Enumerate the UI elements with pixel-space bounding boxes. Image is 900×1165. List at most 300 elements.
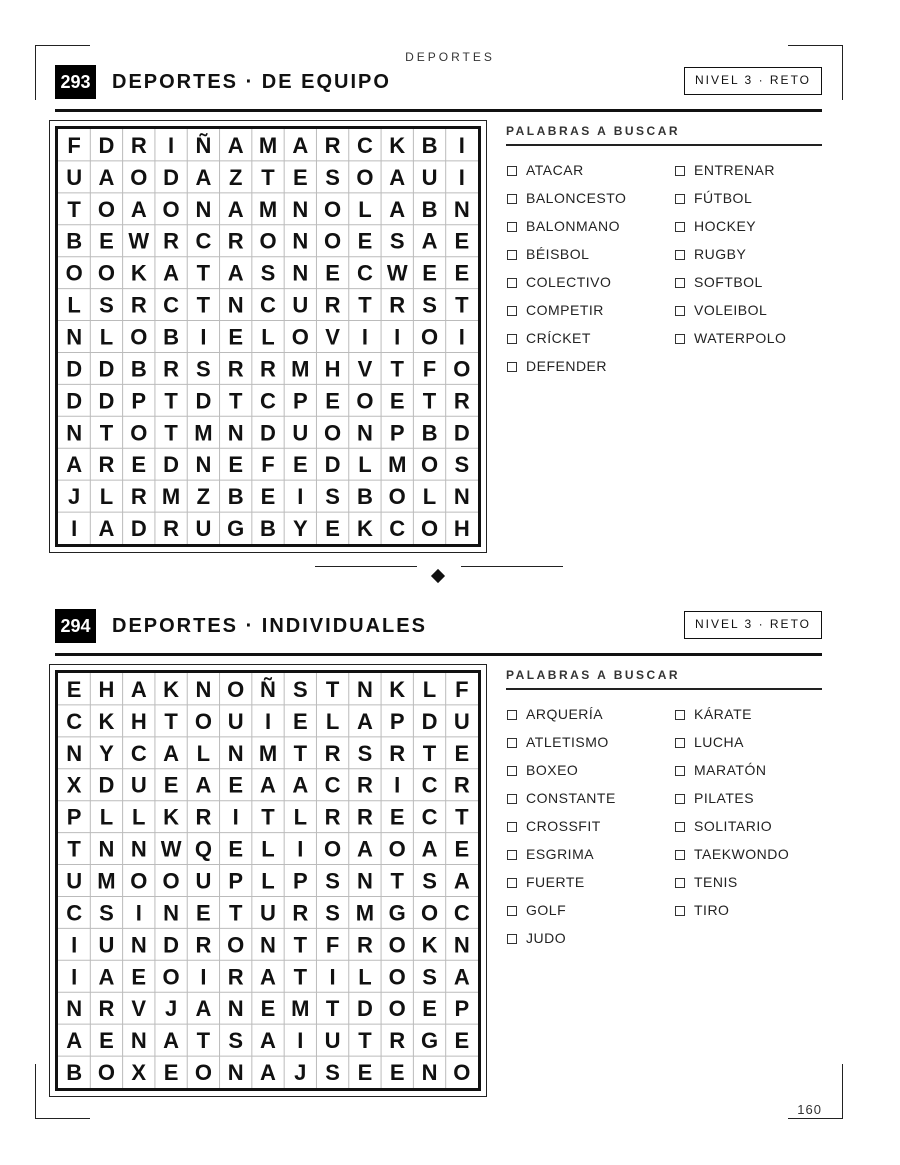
grid-letter: U [195, 516, 212, 542]
grid-letter: A [66, 1028, 83, 1054]
grid-letter: O [194, 1060, 212, 1086]
grid-letter: R [163, 228, 180, 254]
grid-letter: R [324, 132, 341, 158]
grid-letter: R [389, 292, 406, 318]
crop-mark [35, 1118, 90, 1119]
grid-letter: M [258, 132, 278, 158]
grid-letter: X [66, 772, 82, 798]
checkbox[interactable] [507, 710, 517, 720]
grid-frame [55, 670, 481, 1091]
puzzle-header [55, 609, 822, 643]
grid-letter: L [325, 708, 340, 734]
grid-letter: I [71, 932, 78, 958]
checkbox[interactable] [507, 738, 517, 748]
grid-letter: K [98, 708, 115, 734]
word-label: BÉISBOL [526, 245, 590, 262]
grid-letter: N [98, 836, 115, 862]
grid-letter: D [195, 388, 212, 414]
grid-letter: O [356, 164, 374, 190]
checkbox[interactable] [675, 794, 685, 804]
checkbox[interactable] [675, 222, 685, 232]
grid-letter: R [130, 292, 147, 318]
separator-line [461, 566, 563, 567]
grid-letter: I [458, 164, 465, 190]
grid-letter: R [130, 484, 147, 510]
grid-letter: T [293, 740, 308, 766]
checkbox[interactable] [675, 278, 685, 288]
word-item [507, 300, 604, 320]
grid-letter: R [163, 516, 180, 542]
grid-letter: S [260, 260, 276, 286]
checkbox[interactable] [675, 194, 685, 204]
grid-letter: O [291, 324, 309, 350]
grid-letter: A [227, 132, 244, 158]
grid-letter: A [356, 836, 373, 862]
grid-letter: E [454, 836, 470, 862]
puzzle-header [55, 65, 822, 99]
checkbox[interactable] [675, 166, 685, 176]
running-header: DEPORTES [405, 50, 495, 64]
checkbox[interactable] [507, 222, 517, 232]
checkbox[interactable] [507, 334, 517, 344]
word-item [507, 844, 594, 864]
grid-letter: U [292, 420, 309, 446]
grid-letter: R [227, 964, 244, 990]
grid-letters [58, 129, 478, 544]
grid-letter: A [260, 1060, 276, 1086]
grid-letter: J [164, 996, 178, 1022]
grid-letter: T [196, 1028, 211, 1054]
word-list-title: PALABRAS A BUSCAR [506, 124, 681, 138]
grid-letter: D [98, 772, 115, 798]
grid-letter: F [261, 452, 275, 478]
grid-letter: N [195, 452, 212, 478]
grid-letter: K [421, 932, 438, 958]
grid-letter: N [292, 228, 309, 254]
word-item [675, 872, 738, 892]
grid-letter: A [260, 772, 276, 798]
grid-letter: S [389, 228, 405, 254]
grid-letter: E [389, 804, 405, 830]
word-search-grid [49, 664, 487, 1097]
grid-letter: F [325, 932, 340, 958]
grid-letter: U [195, 868, 212, 894]
grid-letter: E [228, 452, 244, 478]
checkbox[interactable] [675, 878, 685, 888]
grid-letter: T [164, 708, 178, 734]
checkbox[interactable] [507, 850, 517, 860]
grid-letter: T [228, 900, 243, 926]
grid-letter: E [131, 452, 147, 478]
grid-letter: R [389, 1028, 406, 1054]
checkbox[interactable] [507, 906, 517, 916]
grid-letter: C [195, 228, 212, 254]
word-item [675, 160, 775, 180]
grid-letter: O [420, 900, 439, 926]
grid-letter: E [228, 324, 244, 350]
grid-letter: A [453, 964, 470, 990]
grid-letter: R [227, 356, 244, 382]
header-rule [55, 109, 822, 112]
grid-letter: W [386, 260, 408, 286]
level-badge: NIVEL 3 · RETO [684, 67, 822, 95]
grid-letter: M [161, 484, 181, 510]
word-item [507, 272, 611, 292]
checkbox[interactable] [675, 334, 685, 344]
grid-letter: A [163, 260, 180, 286]
grid-letter: A [98, 516, 115, 542]
grid-letter: E [422, 996, 437, 1022]
grid-letter: S [454, 452, 470, 478]
grid-letter: E [292, 164, 308, 190]
grid-letter: T [261, 164, 275, 190]
grid-letter: N [227, 1060, 244, 1086]
checkbox[interactable] [675, 822, 685, 832]
grid-letter: N [260, 932, 276, 958]
grid-letter: U [66, 164, 83, 190]
word-item [675, 760, 766, 780]
grid-letter: T [164, 420, 178, 446]
grid-letter: E [454, 1028, 470, 1054]
grid-letter: E [228, 772, 244, 798]
grid-letter: T [196, 292, 211, 318]
grid-letter: O [388, 932, 406, 958]
grid-letter: D [66, 388, 83, 414]
grid-letter: T [455, 292, 469, 318]
grid-letter: E [389, 1060, 405, 1086]
word-list-panel [506, 668, 822, 946]
grid-letter: T [325, 996, 340, 1022]
grid-letter: L [422, 676, 437, 702]
grid-letter: R [356, 804, 373, 830]
grid-letter: R [324, 804, 341, 830]
puzzle-number: 294 [55, 609, 96, 643]
grid-letter: I [458, 324, 465, 350]
grid-letter: O [420, 324, 439, 350]
checkbox[interactable] [507, 194, 517, 204]
grid-letter: P [66, 804, 82, 830]
grid-letter: L [99, 484, 114, 510]
word-label: ATACAR [526, 161, 584, 178]
word-label: COMPETIR [526, 301, 604, 318]
grid-letter: N [130, 836, 147, 862]
grid-letter: A [389, 164, 406, 190]
grid-letter: U [260, 900, 276, 926]
word-label: CROSSFIT [526, 817, 601, 834]
grid-letter: R [98, 452, 115, 478]
word-item [507, 356, 607, 376]
grid-letter: T [293, 964, 308, 990]
grid-letter: C [421, 772, 438, 798]
grid-letter: C [453, 900, 470, 926]
word-label: LUCHA [694, 733, 744, 750]
checkbox[interactable] [675, 738, 685, 748]
grid-letter: T [261, 804, 275, 830]
grid-letter: X [131, 1060, 147, 1086]
grid-letter: T [358, 292, 372, 318]
grid-letter: A [98, 964, 115, 990]
grid-letter: K [163, 676, 180, 702]
grid-letter: C [260, 292, 276, 318]
grid-letter: N [453, 196, 470, 222]
grid-letter: E [66, 676, 82, 702]
grid-letter: E [357, 228, 373, 254]
grid-letter: T [196, 260, 211, 286]
word-label: ARQUERÍA [526, 705, 604, 722]
grid-letter: L [261, 868, 275, 894]
grid-letter: A [421, 836, 438, 862]
word-item [507, 872, 585, 892]
grid-letter: S [228, 1028, 244, 1054]
grid-letter: R [163, 356, 180, 382]
grid-letters [58, 673, 478, 1088]
grid-letter: H [324, 356, 341, 382]
grid-letter: O [259, 228, 277, 254]
grid-letter: D [260, 420, 276, 446]
word-item [507, 328, 591, 348]
grid-letter: O [324, 420, 342, 446]
word-label: ENTRENAR [694, 161, 776, 178]
grid-letter: O [227, 676, 245, 702]
grid-letter: P [292, 868, 308, 894]
grid-letter: N [421, 1060, 438, 1086]
word-label: CONSTANTE [526, 789, 616, 806]
crop-mark [842, 1064, 843, 1119]
grid-letter: P [228, 868, 244, 894]
grid-letter: T [164, 388, 178, 414]
grid-letter: A [292, 132, 309, 158]
grid-letter: W [160, 836, 182, 862]
grid-letter: T [325, 676, 340, 702]
grid-letter: N [292, 260, 309, 286]
grid-letter: O [324, 196, 342, 222]
word-label: DEFENDER [526, 357, 608, 374]
grid-letter: B [66, 228, 83, 254]
word-label: BOXEO [526, 761, 579, 778]
page-number: 160 [797, 1102, 822, 1117]
checkbox[interactable] [675, 250, 685, 260]
word-label: MARATÓN [694, 761, 767, 778]
grid-letter: T [228, 388, 243, 414]
checkbox[interactable] [675, 766, 685, 776]
grid-letter: B [260, 516, 276, 542]
grid-letter: T [422, 388, 437, 414]
grid-letter: L [261, 324, 275, 350]
grid-letter: E [260, 996, 276, 1022]
grid-letter: B [130, 356, 147, 382]
grid-letter: N [227, 996, 244, 1022]
grid-letter: D [163, 932, 180, 958]
checkbox[interactable] [675, 906, 685, 916]
grid-letter: I [232, 804, 239, 830]
checkbox[interactable] [507, 306, 517, 316]
grid-letter: M [291, 996, 310, 1022]
word-item [675, 244, 746, 264]
grid-letter: B [421, 196, 438, 222]
grid-letter: E [325, 516, 340, 542]
word-label: BALONMANO [526, 217, 620, 234]
grid-letter: R [453, 772, 470, 798]
word-item [675, 704, 752, 724]
grid-letter: A [163, 1028, 180, 1054]
crop-mark [788, 45, 843, 46]
word-label: TAEKWONDO [694, 845, 790, 862]
grid-letter: B [227, 484, 244, 510]
checkbox[interactable] [675, 710, 685, 720]
grid-letter: I [200, 964, 207, 990]
grid-letter: P [131, 388, 147, 414]
grid-letter: R [227, 228, 244, 254]
grid-letter: S [325, 900, 340, 926]
word-item [675, 328, 786, 348]
grid-letter: E [228, 836, 244, 862]
checkbox[interactable] [675, 306, 685, 316]
grid-letter: L [261, 836, 275, 862]
grid-letter: D [163, 452, 180, 478]
grid-letter: L [422, 484, 437, 510]
grid-letter: N [453, 932, 470, 958]
grid-letter: O [388, 484, 406, 510]
word-item [675, 300, 767, 320]
grid-letter: N [66, 740, 83, 766]
grid-letter: R [195, 804, 212, 830]
grid-letter: R [324, 740, 341, 766]
grid-letter: N [130, 1028, 147, 1054]
grid-letter: D [98, 132, 115, 158]
grid-letter: C [356, 260, 373, 286]
word-label: VOLEIBOL [694, 301, 768, 318]
grid-letter: B [421, 420, 438, 446]
checkbox[interactable] [507, 934, 517, 944]
grid-letter: E [454, 740, 470, 766]
grid-letter: M [97, 868, 116, 894]
grid-letter: L [358, 964, 372, 990]
word-label: FUERTE [526, 873, 585, 890]
grid-letter: E [454, 260, 470, 286]
grid-letter: O [388, 996, 406, 1022]
grid-letter: N [227, 420, 244, 446]
grid-letter: M [258, 740, 278, 766]
grid-letter: L [358, 452, 372, 478]
crop-mark [35, 1064, 36, 1119]
grid-letter: U [227, 708, 244, 734]
grid-letter: P [292, 388, 308, 414]
grid-letter: T [422, 740, 437, 766]
grid-letter: E [454, 228, 470, 254]
checkbox[interactable] [507, 278, 517, 288]
puzzle-title: DEPORTES · DE EQUIPO [112, 71, 391, 93]
header-rule [55, 653, 822, 656]
grid-letter: E [357, 1060, 373, 1086]
grid-letter: T [99, 420, 114, 446]
grid-letter: I [135, 900, 142, 926]
grid-letter: D [66, 356, 83, 382]
grid-letter: A [227, 260, 244, 286]
checkbox[interactable] [507, 878, 517, 888]
grid-letter: V [131, 996, 147, 1022]
grid-letter: Ñ [195, 132, 212, 158]
grid-letter: E [131, 964, 147, 990]
grid-letter: B [421, 132, 438, 158]
grid-letter: R [389, 740, 406, 766]
grid-letter: I [168, 132, 175, 158]
grid-letter: M [355, 900, 375, 926]
word-item [675, 900, 729, 920]
grid-letter: A [260, 964, 276, 990]
checkbox[interactable] [507, 166, 517, 176]
grid-letter: T [455, 804, 469, 830]
word-label: PILATES [694, 789, 755, 806]
grid-letter: N [453, 484, 470, 510]
word-list [506, 704, 822, 946]
grid-letter: A [130, 676, 147, 702]
grid-letter: D [324, 452, 341, 478]
word-label: JUDO [526, 929, 567, 946]
grid-letter: E [99, 1028, 114, 1054]
grid-letter: K [130, 260, 147, 286]
grid-letter: S [196, 356, 211, 382]
grid-letter: A [260, 1028, 276, 1054]
grid-letter: R [324, 292, 341, 318]
grid-letter: T [358, 1028, 372, 1054]
grid-letter: N [356, 868, 373, 894]
grid-letter: I [71, 516, 78, 542]
checkbox[interactable] [507, 362, 517, 372]
word-item [507, 900, 566, 920]
grid-letter: O [162, 964, 180, 990]
grid-letter: L [358, 196, 372, 222]
grid-letter: D [98, 356, 115, 382]
checkbox[interactable] [507, 766, 517, 776]
grid-letter: L [99, 804, 114, 830]
word-label: GOLF [526, 901, 567, 918]
grid-letter: B [356, 484, 373, 510]
grid-letter: D [356, 996, 373, 1022]
grid-letter: A [356, 708, 373, 734]
level-badge: NIVEL 3 · RETO [684, 611, 822, 639]
grid-letter: G [420, 1028, 439, 1054]
grid-letter: U [66, 868, 83, 894]
word-label: BALONCESTO [526, 189, 627, 206]
grid-letter: I [297, 1028, 304, 1054]
checkbox[interactable] [507, 250, 517, 260]
grid-letter: P [454, 996, 470, 1022]
grid-letter: C [130, 740, 147, 766]
checkbox[interactable] [507, 822, 517, 832]
grid-letter: O [227, 932, 245, 958]
grid-letter: N [66, 420, 83, 446]
grid-letter: K [356, 516, 373, 542]
grid-letter: O [97, 1060, 116, 1086]
grid-letter: L [132, 804, 146, 830]
word-label: ATLETISMO [526, 733, 609, 750]
grid-letter: O [420, 452, 439, 478]
grid-letter: S [422, 292, 437, 318]
grid-letter: P [389, 420, 405, 446]
checkbox[interactable] [507, 794, 517, 804]
grid-letter: V [325, 324, 340, 350]
grid-letter: D [98, 388, 115, 414]
grid-letter: O [420, 516, 439, 542]
grid-letter: D [453, 420, 470, 446]
checkbox[interactable] [675, 850, 685, 860]
grid-letter: A [163, 740, 180, 766]
grid-letter: Q [194, 836, 212, 862]
word-item [675, 732, 744, 752]
grid-letter: D [130, 516, 147, 542]
grid-letter: D [163, 164, 180, 190]
grid-letter: F [422, 356, 437, 382]
